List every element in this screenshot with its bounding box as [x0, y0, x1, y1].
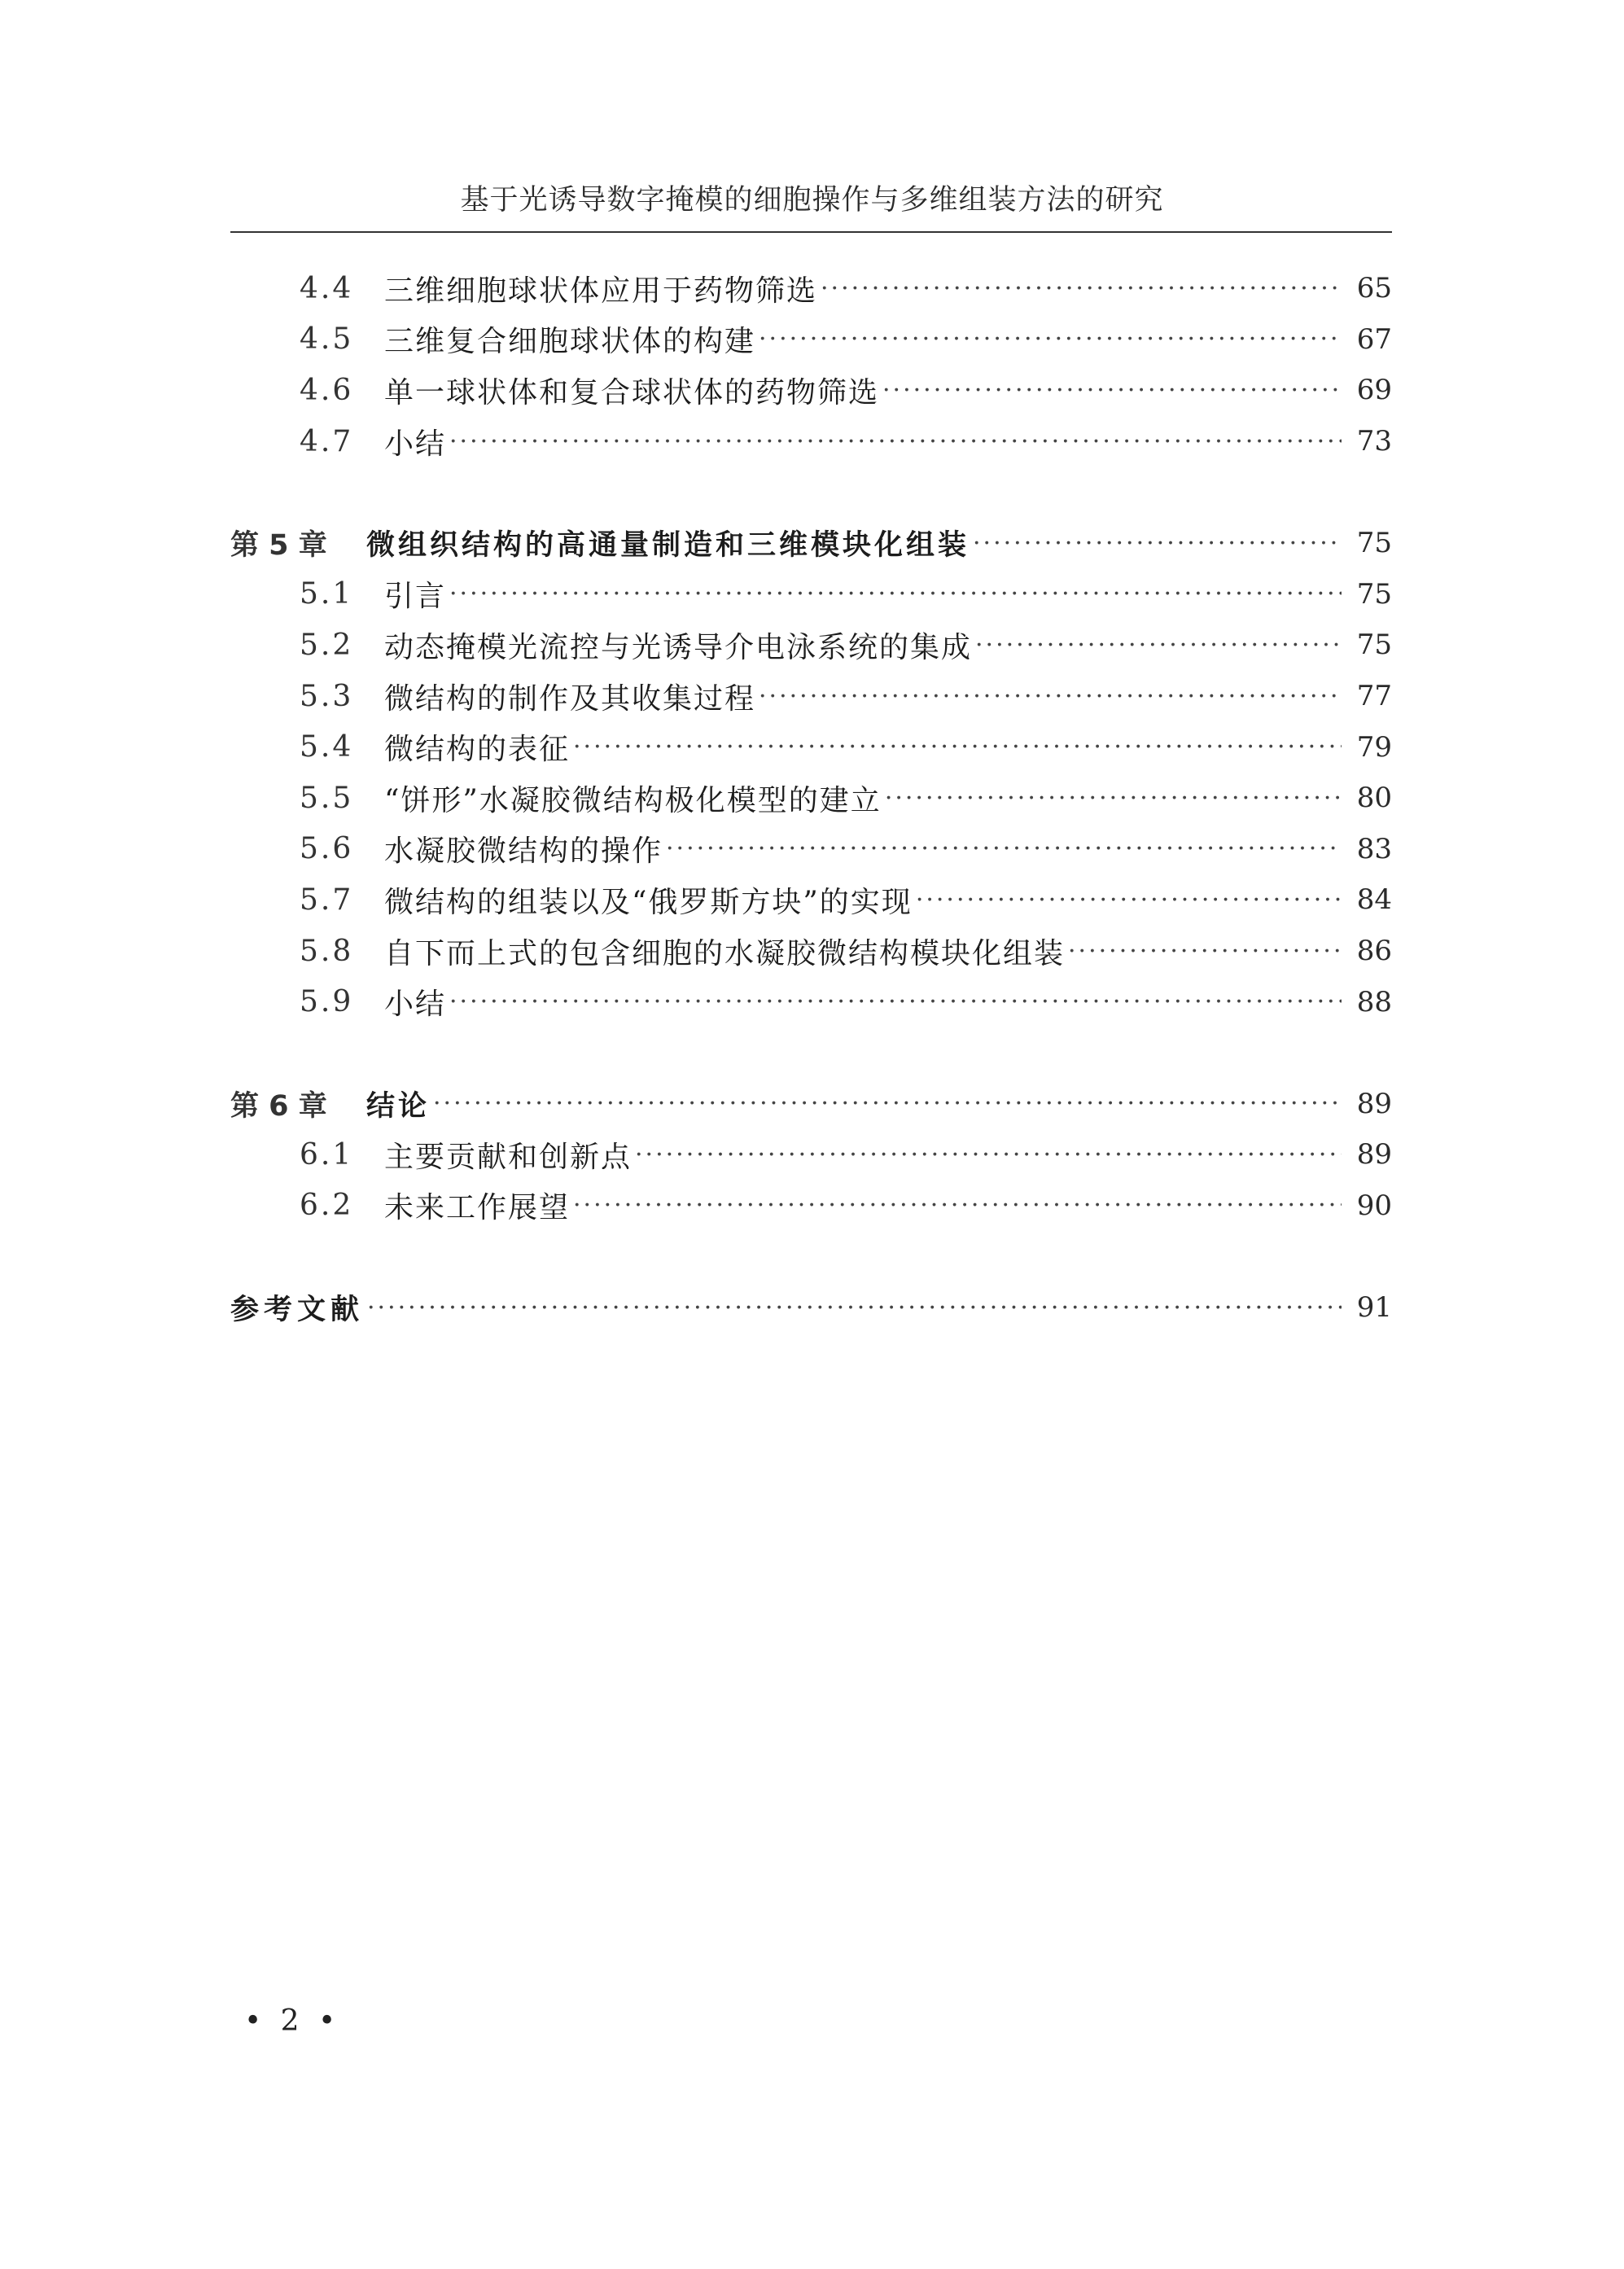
- toc-entry-title: 微结构的表征: [384, 733, 571, 767]
- toc-entry-number: 6.1: [300, 1137, 354, 1172]
- toc-entry-title: 水凝胶微结构的操作: [384, 834, 663, 869]
- toc-entry-page: 65: [1356, 272, 1392, 305]
- toc-leader-dots: [882, 376, 1342, 405]
- toc-leader-dots: [367, 1294, 1342, 1322]
- toc-leader-dots: [666, 834, 1342, 863]
- toc-leader-dots: [1068, 937, 1342, 966]
- toc-entry-title: 参考文献: [230, 1294, 365, 1327]
- toc-leader-dots: [916, 886, 1342, 914]
- toc-section-entry[interactable]: [230, 365, 1392, 416]
- toc-section-entry[interactable]: [230, 874, 1392, 926]
- toc-entry-number: 5.9: [300, 985, 354, 1019]
- toc-entry-page: 80: [1356, 782, 1392, 815]
- toc-entry-page: 69: [1356, 374, 1392, 407]
- toc-entry-number: 5.2: [300, 628, 354, 662]
- toc-entry-page: 84: [1356, 883, 1392, 917]
- toc-entry-title: 自下而上式的包含细胞的水凝胶微结构模块化组装: [384, 936, 1066, 970]
- toc-entry-number: 5.7: [300, 883, 354, 917]
- toc-entry-page: 88: [1356, 985, 1392, 1018]
- toc-entry-page: 75: [1356, 527, 1392, 560]
- toc-chapter-entry[interactable]: [230, 518, 1392, 569]
- toc-leader-dots: [449, 580, 1342, 608]
- toc-entry-title: “饼形”水凝胶微结构极化模型的建立: [384, 783, 882, 817]
- toc-leader-dots: [821, 274, 1342, 303]
- toc-entry-title: 单一球状体和复合球状体的药物筛选: [384, 375, 880, 410]
- toc-entry-title: 三维复合细胞球状体的构建: [384, 325, 756, 359]
- toc-entry-page: 67: [1356, 322, 1392, 356]
- toc-section-entry[interactable]: [230, 620, 1392, 671]
- toc-entry-page: 75: [1356, 629, 1392, 662]
- toc-spacer: [230, 467, 1392, 518]
- toc-entry-title: 引言: [384, 580, 447, 614]
- table-of-contents: [230, 263, 1392, 1333]
- toc-entry-number: 4.7: [300, 424, 354, 458]
- toc-entry-number: 4.4: [300, 271, 354, 305]
- toc-entry-number: 5.6: [300, 832, 354, 866]
- toc-section-entry[interactable]: [230, 263, 1392, 314]
- toc-entry-page: 79: [1356, 730, 1392, 764]
- toc-entry-number: 5.1: [300, 577, 354, 611]
- toc-section-entry[interactable]: [230, 671, 1392, 722]
- toc-entry-title: 小结: [384, 427, 447, 461]
- toc-chapter-entry[interactable]: [230, 1282, 1392, 1334]
- toc-leader-dots: [759, 682, 1342, 711]
- toc-entry-title: 动态掩模光流控与光诱导介电泳系统的集成: [384, 630, 973, 664]
- toc-section-entry[interactable]: [230, 416, 1392, 467]
- toc-entry-page: 73: [1356, 425, 1392, 458]
- toc-leader-dots: [573, 733, 1342, 761]
- toc-entry-title: 微结构的制作及其收集过程: [384, 681, 756, 716]
- toc-entry-title: 微组织结构的高通量制造和三维模块化组装: [366, 529, 970, 563]
- toc-entry-number: 第 5 章: [230, 529, 327, 563]
- toc-leader-dots: [975, 631, 1342, 659]
- toc-chapter-entry[interactable]: [230, 1079, 1392, 1130]
- toc-entry-title: 主要贡献和创新点: [384, 1140, 633, 1174]
- toc-entry-title: 结论: [366, 1089, 431, 1123]
- toc-entry-page: 75: [1356, 577, 1392, 611]
- toc-leader-dots: [973, 529, 1342, 558]
- toc-leader-dots: [449, 427, 1342, 456]
- toc-leader-dots: [573, 1191, 1342, 1220]
- toc-entry-page: 90: [1356, 1189, 1392, 1222]
- toc-entry-number: 5.4: [300, 730, 354, 764]
- toc-leader-dots: [635, 1141, 1342, 1169]
- toc-entry-number: 4.6: [300, 373, 354, 407]
- toc-section-entry[interactable]: [230, 1180, 1392, 1232]
- toc-section-entry[interactable]: [230, 1129, 1392, 1180]
- toc-section-entry[interactable]: [230, 824, 1392, 875]
- toc-section-entry[interactable]: [230, 926, 1392, 977]
- toc-spacer: [230, 1231, 1392, 1282]
- toc-leader-dots: [433, 1089, 1342, 1118]
- toc-entry-number: 6.2: [300, 1189, 354, 1223]
- toc-entry-page: 91: [1356, 1291, 1392, 1325]
- toc-entry-page: 77: [1356, 680, 1392, 713]
- toc-entry-title: 三维细胞球状体应用于药物筛选: [384, 274, 818, 308]
- toc-entry-page: 89: [1356, 1087, 1392, 1120]
- toc-entry-number: 4.5: [300, 322, 354, 357]
- toc-entry-page: 83: [1356, 832, 1392, 865]
- toc-entry-title: 未来工作展望: [384, 1191, 571, 1225]
- toc-section-entry[interactable]: [230, 773, 1392, 824]
- toc-leader-dots: [759, 325, 1342, 353]
- toc-section-entry[interactable]: [230, 721, 1392, 773]
- toc-section-entry[interactable]: [230, 314, 1392, 366]
- toc-entry-number: 5.8: [300, 934, 354, 968]
- toc-leader-dots: [449, 988, 1342, 1016]
- toc-entry-number: 5.5: [300, 781, 354, 815]
- header-divider: [230, 231, 1392, 233]
- toc-leader-dots: [885, 784, 1342, 813]
- toc-spacer: [230, 1027, 1392, 1079]
- toc-entry-title: 小结: [384, 988, 447, 1022]
- toc-entry-page: 89: [1356, 1138, 1392, 1172]
- toc-section-entry[interactable]: [230, 569, 1392, 620]
- running-header-title: 基于光诱导数字掩模的细胞操作与多维组装方法的研究: [460, 184, 1164, 217]
- toc-entry-page: 86: [1356, 935, 1392, 968]
- toc-section-entry[interactable]: [230, 976, 1392, 1027]
- toc-entry-number: 第 6 章: [230, 1089, 327, 1123]
- toc-entry-title: 微结构的组装以及“俄罗斯方块”的实现: [384, 885, 913, 919]
- toc-entry-number: 5.3: [300, 679, 354, 713]
- page-number: • 2 •: [244, 2004, 341, 2038]
